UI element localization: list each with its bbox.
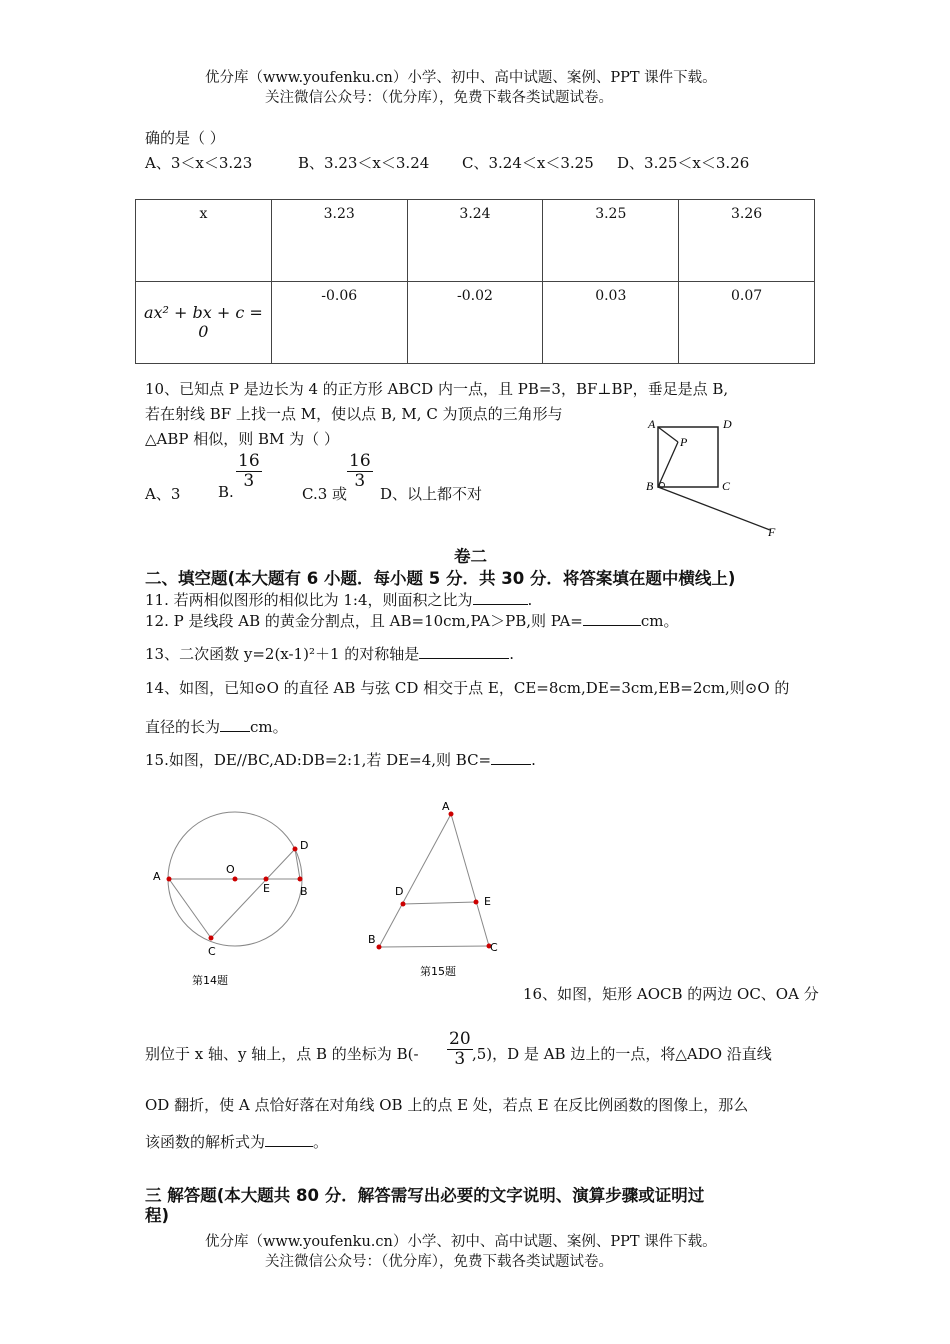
q10-line-1: 10、已知点 P 是边长为 4 的正方形 ABCD 内一点，且 PB=3，BF⊥BP，垂足是点 B, bbox=[145, 380, 729, 398]
fraction-numerator: 16 bbox=[349, 451, 371, 471]
label-e: E bbox=[263, 882, 270, 895]
label-c: C bbox=[208, 945, 216, 958]
q9-option-d: D、3.25＜x＜3.26 bbox=[617, 154, 750, 172]
q16-fraction bbox=[447, 1030, 473, 1068]
table-row bbox=[136, 282, 815, 364]
q16-text: 该函数的解析式为 bbox=[145, 1133, 266, 1151]
segment-de bbox=[403, 902, 476, 904]
section-two-heading: 二、填空题(本大题有 6 小题．每小题 5 分．共 30 分．将答案填在题中横线上) bbox=[145, 569, 736, 588]
label-d: D bbox=[723, 417, 732, 431]
q10-option-a: A、3 bbox=[145, 485, 181, 503]
header-line-2: 关注微信公众号：（优分库），免费下载各类试题试卷。 bbox=[265, 90, 613, 106]
q13 bbox=[145, 643, 514, 664]
fraction-denominator: 3 bbox=[243, 470, 255, 491]
section-three-heading: 三 解答题(本大题共 80 分．解答需写出必要的文字说明、演算步骤或证明过 bbox=[145, 1186, 705, 1205]
table-cell: 3.23 bbox=[271, 200, 407, 282]
q16-line-4 bbox=[145, 1131, 328, 1152]
point-e bbox=[474, 900, 479, 905]
q11-answer-blank bbox=[473, 590, 528, 605]
q16-end: 。 bbox=[313, 1133, 329, 1151]
q12 bbox=[145, 610, 679, 631]
table-cell: 3.25 bbox=[543, 200, 679, 282]
label-d: D bbox=[395, 885, 404, 898]
point-d bbox=[293, 847, 298, 852]
q16-line-1: 16、如图，矩形 AOCB 的两边 OC、OA 分 bbox=[523, 985, 819, 1003]
side-bc bbox=[379, 946, 489, 947]
table-cell: -0.02 bbox=[407, 282, 543, 364]
q16-line-2-post: ,5)，D 是 AB 边上的一点，将△ADO 沿直线 bbox=[472, 1045, 772, 1063]
point-b bbox=[298, 877, 303, 882]
fraction-denominator: 3 bbox=[454, 1048, 466, 1069]
label-d: D bbox=[300, 839, 309, 852]
q15-period: . bbox=[531, 751, 536, 769]
point-o bbox=[233, 877, 238, 882]
q14-text: 直径的长为 bbox=[145, 718, 221, 736]
label-p: P bbox=[680, 435, 688, 449]
label-f: F bbox=[768, 525, 776, 539]
figure-15-caption: 第15题 bbox=[420, 965, 456, 978]
ray-bf bbox=[658, 487, 770, 530]
q12-text: 12. P 是线段 AB 的黄金分割点，且 AB=10cm,PA＞PB,则 PA= bbox=[145, 612, 583, 630]
chord-cd bbox=[211, 849, 295, 938]
q14-unit: cm。 bbox=[250, 718, 288, 736]
q11-period: . bbox=[527, 591, 533, 609]
part-two-title: 卷二 bbox=[454, 547, 487, 566]
label-a: A bbox=[153, 870, 161, 883]
q10-line-3: △ABP 相似，则 BM 为（ ） bbox=[145, 430, 339, 448]
table-cell: -0.06 bbox=[271, 282, 407, 364]
label-o: O bbox=[226, 863, 235, 876]
label-c: C bbox=[722, 479, 731, 493]
table-cell-formula bbox=[136, 282, 272, 364]
q11 bbox=[145, 589, 532, 610]
fraction-denominator: 3 bbox=[354, 470, 366, 491]
footer-line-1: 优分库（www.youfenku.cn）小学、初中、高中试题、案例、PPT 课件下载。 bbox=[205, 1234, 717, 1250]
side-ac bbox=[451, 814, 489, 946]
q9-option-a: A、3＜x＜3.23 bbox=[145, 154, 253, 172]
point-a bbox=[167, 877, 172, 882]
square-abcd bbox=[658, 427, 718, 487]
q10-option-c-prefix: C.3 或 bbox=[302, 485, 348, 503]
figure-14-circle bbox=[145, 805, 325, 990]
point-d bbox=[401, 902, 406, 907]
side-ab bbox=[379, 814, 451, 947]
point-e bbox=[264, 877, 269, 882]
q10-option-d: D、以上都不对 bbox=[380, 485, 483, 503]
q15-text: 15.如图，DE//BC,AD:DB=2:1,若 DE=4,则 BC= bbox=[145, 751, 492, 769]
header-line-1: 优分库（www.youfenku.cn）小学、初中、高中试题、案例、PPT 课件下载。 bbox=[205, 70, 717, 86]
section-three-heading-cont: 程) bbox=[145, 1206, 170, 1225]
q14-line-2 bbox=[145, 716, 288, 737]
q13-answer-blank bbox=[419, 644, 509, 659]
table-row bbox=[136, 200, 815, 282]
fraction-numerator: 20 bbox=[449, 1029, 471, 1049]
q9-option-c: C、3.24＜x＜3.25 bbox=[462, 154, 594, 172]
label-b: B bbox=[646, 479, 654, 493]
segment-db bbox=[295, 849, 300, 879]
q10-fraction-b bbox=[236, 452, 262, 490]
q16-line-2-pre: 别位于 x 轴、y 轴上，点 B 的坐标为 B(- bbox=[145, 1045, 419, 1063]
q16-answer-blank bbox=[265, 1132, 313, 1147]
table-cell: 3.26 bbox=[679, 200, 815, 282]
q9-tail: 确的是（ ） bbox=[145, 129, 225, 147]
q9-option-b: B、3.23＜x＜3.24 bbox=[298, 154, 430, 172]
q11-text: 11. 若两相似图形的相似比为 1:4，则面积之比为 bbox=[145, 591, 473, 609]
label-c: C bbox=[490, 941, 498, 954]
q15 bbox=[145, 749, 536, 770]
q15-answer-blank bbox=[491, 750, 531, 765]
table-cell: x bbox=[136, 200, 272, 282]
q16-line-3: OD 翻折，使 A 点恰好落在对角线 OB 上的点 E 处，若点 E 在反比例函数的图像上，那么 bbox=[145, 1096, 749, 1114]
q10-option-b-prefix: B. bbox=[218, 483, 234, 501]
table-cell: 0.03 bbox=[543, 282, 679, 364]
figure-15-triangle bbox=[360, 795, 510, 980]
table-cell: 0.07 bbox=[679, 282, 815, 364]
fraction-numerator: 16 bbox=[238, 451, 260, 471]
q12-unit: cm。 bbox=[640, 612, 679, 630]
point-c bbox=[209, 936, 214, 941]
label-b: B bbox=[300, 885, 308, 898]
q10-fraction-c bbox=[347, 452, 373, 490]
q14-answer-blank bbox=[220, 717, 250, 732]
q14-line-1: 14、如图，已知⊙O 的直径 AB 与弦 CD 相交于点 E，CE=8cm,DE=3cm,EB=2cm,则⊙O 的 bbox=[145, 679, 790, 697]
point-b bbox=[377, 945, 382, 950]
q13-text: 13、二次函数 y=2(x-1)²＋1 的对称轴是 bbox=[145, 645, 420, 663]
label-b: B bbox=[368, 933, 376, 946]
label-a: A bbox=[442, 800, 450, 813]
q10-line-2: 若在射线 BF 上找一点 M，使以点 B, M, C 为顶点的三角形与 bbox=[145, 405, 563, 423]
table-cell: 3.24 bbox=[407, 200, 543, 282]
footer-line-2: 关注微信公众号：（优分库），免费下载各类试题试卷。 bbox=[265, 1254, 613, 1270]
q10-square-figure bbox=[640, 410, 790, 545]
q12-answer-blank bbox=[583, 611, 641, 626]
segment-ap bbox=[658, 427, 678, 442]
figure-14-caption: 第14题 bbox=[192, 974, 228, 987]
formula-text: ax² + bx + c = 0 bbox=[143, 303, 263, 341]
q9-value-table bbox=[135, 199, 815, 364]
q13-period: . bbox=[509, 645, 515, 663]
label-a: A bbox=[648, 417, 656, 431]
label-e: E bbox=[484, 895, 491, 908]
segment-pb bbox=[658, 442, 678, 487]
